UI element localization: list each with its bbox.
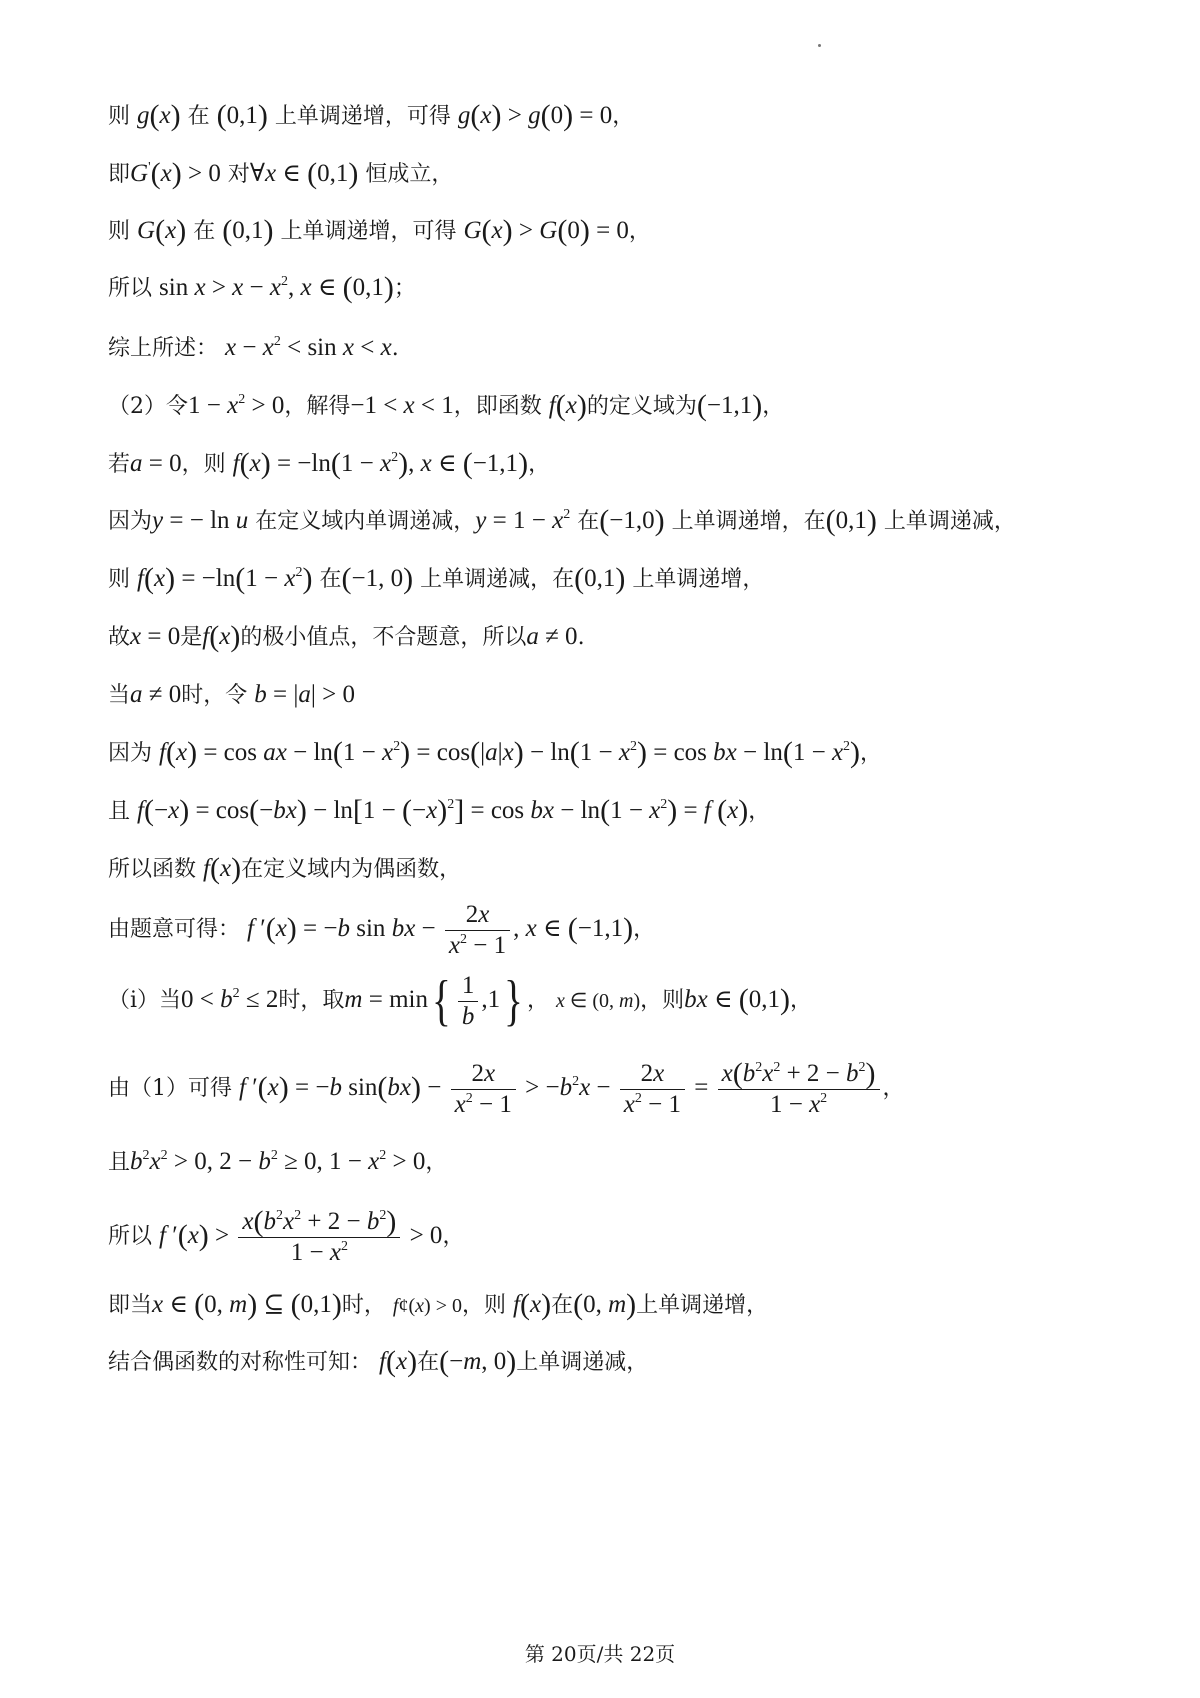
text-line-20: 即当x ∈ (0, m) ⊆ (0,1)时， f¢(x) > 0，则 f(x)在(0, m)上单调递增， xyxy=(108,1288,769,1321)
page-number: 第 20页/共 22页 xyxy=(524,1642,676,1666)
text-line-4: 所以 $\sin x > x - x^2$, x ∈ (0,1)； xyxy=(108,271,416,304)
text-line-16: （i）当$0 < b^2 \le 2$时，取m = min{ $\frac{1}{b}$ ,1} ， x ∈ (0, m)，则bx ∈ (0,1)， xyxy=(108,970,813,1033)
text-line-21: 结合偶函数的对称性可知： f(x)在(−m, 0)上单调递减， xyxy=(108,1345,649,1378)
text-line-10: 故x = 0是f(x)的极小值点，不合题意，所以a ≠ 0. xyxy=(108,620,585,653)
text-line-6: （2）令$1 - x^2 > 0$，解得−1 < x < 1，即函数 f(x)的定义域为(−1,1)， xyxy=(108,389,785,422)
text-line-9: 则 $f(x) = -\ln(1 - x^2)$ 在(−1, 0) 上单调递减，在(0,1) 上单调递增， xyxy=(108,562,765,595)
text-line-1: 则 g(x) 在 (0,1) 上单调递增，可得 g(x) > g(0) = 0， xyxy=(108,99,635,132)
text-line-17: 由（1）可得 f ′(x) = −b sin(bx) − $\frac{2x}{x^2 - 1}$ > $-b^2x$ − $\frac{2x}{x^2 - 1}$ = $\frac{x(b^2x^2 + 2 - b^2)}{1 - x^2}$ ， xyxy=(108,1056,905,1118)
scan-speck xyxy=(818,44,821,47)
text-line-3: 则 G(x) 在 (0,1) 上单调递增，可得 G(x) > G(0) = 0， xyxy=(108,214,651,247)
text-line-18: 且$b^2x^2 > 0$, $2 - b^2 \ge 0$, $1 - x^2 > 0$， xyxy=(108,1148,448,1175)
text-line-12: 因为 f(x) = cos ax − $\ln(1 - x^2) = \cos(|a|x) - \ln(1 - x^2) = \cos$ bx − $\ln(1 - x^2)$， xyxy=(108,736,883,769)
text-line-5: 综上所述： $x - x^2 < \sin x < x$. xyxy=(108,334,399,361)
text-line-14: 所以函数 f(x)在定义域内为偶函数， xyxy=(108,852,462,885)
text-line-7: 若a = 0，则 $f(x) = -\ln(1 - x^2)$, x ∈ (−1,1)， xyxy=(108,447,551,480)
text-line-2: 即G'(x) > 0 对∀x ∈ (0,1) 恒成立， xyxy=(108,157,454,190)
text-line-15: 由题意可得： f ′(x) = −b sin bx − $\frac{2x}{x^2 - 1}$ , x ∈ (−1,1)， xyxy=(108,900,656,959)
text-line-8: 因为y = − ln u 在定义域内单调递减，$y = 1 - x^2$ 在(−1,0) 上单调递增，在(0,1) 上单调递减， xyxy=(108,504,1016,537)
text-line-13: 且 $f(-x) = \cos(-bx) - \ln[1 - (-x)^2] = \cos$ bx − $\ln(1 - x^2) = f$ (x)， xyxy=(108,794,771,827)
text-line-19: 所以 f ′(x) > $\frac{x(b^2x^2 + 2 - b^2)}{1 - x^2}$ > 0， xyxy=(108,1204,465,1266)
text-line-11: 当a ≠ 0时，令 b = |a| > 0 xyxy=(108,681,355,708)
